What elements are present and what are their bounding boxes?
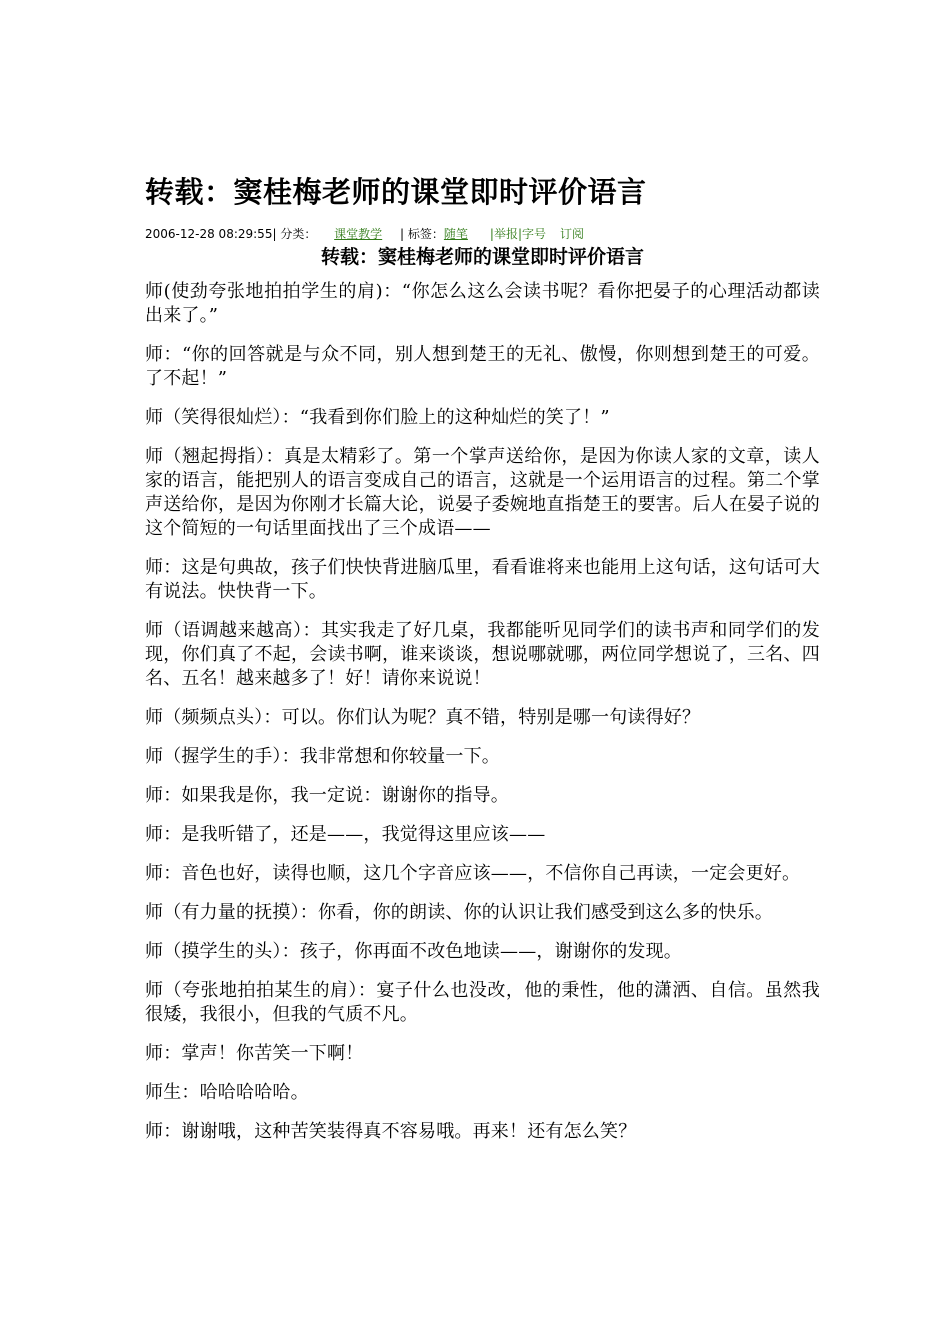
article-subtitle: 转载：窦桂梅老师的课堂即时评价语言	[320, 246, 644, 268]
paragraph: 师：是我听错了，还是——，我觉得这里应该——	[145, 824, 546, 845]
paragraph: 师（翘起拇指）：真是太精彩了。第一个掌声送给你，是因为你读人家的文章，读人家的语言，能把别人的语言变成自己的语言，这就是一个运用语言的过程。第二个掌声送给你，是因为你刚才长篇大论，说晏子委婉地直指楚王的要害。后人在晏子说的这个简短的一句话里面找出了三个成语——	[145, 446, 820, 539]
category-link[interactable]: 课堂教学	[334, 227, 383, 241]
subscribe-link[interactable]: 订阅	[560, 227, 585, 241]
paragraph: 师：这是句典故，孩子们快快背进脑瓜里，看看谁将来也能用上这句话，这句话可大有说法。快快背一下。	[145, 557, 820, 602]
paragraph: 师：谢谢哦，这种苦笑装得真不容易哦。再来！还有怎么笑？	[145, 1121, 637, 1142]
paragraph: 师（有力量的抚摸）：你看，你的朗读、你的认识让我们感受到这么多的快乐。	[145, 902, 773, 923]
tags-label: 标签：	[407, 227, 444, 241]
paragraph: 师：掌声！你苦笑一下啊！	[145, 1043, 364, 1064]
paragraph: 师（语调越来越高）：其实我走了好几桌，我都能听见同学们的读书声和同学们的发现，你们真了不起，会读书啊，谁来谈谈，想说哪就哪，两位同学想说了，三名、四名、五名！越来越多了！好！请你来说说！	[145, 620, 820, 689]
font-size-link[interactable]: |字号	[517, 227, 547, 241]
article-meta	[145, 226, 820, 242]
article	[145, 170, 820, 1159]
paragraph: 师（笑得很灿烂）：“我看到你们脸上的这种灿烂的笑了！”	[145, 407, 610, 428]
paragraph: 师（夸张地拍拍某生的肩）：宴子什么也没改，他的秉性，他的潇洒、自信。虽然我很矮，我很小，但我的气质不凡。	[145, 980, 820, 1025]
paragraph: 师：如果我是你，我一定说：谢谢你的指导。	[145, 785, 509, 806]
post-datetime: 2006-12-28 08:29:55|	[145, 227, 277, 241]
page-title: 转载：窦桂梅老师的课堂即时评价语言	[145, 175, 647, 209]
meta-separator: |	[400, 227, 405, 241]
paragraph: 师（握学生的手）：我非常想和你较量一下。	[145, 746, 500, 767]
category-label: 分类：	[280, 227, 317, 241]
paragraph: 师（频频点头）：可以。你们认为呢？真不错，特别是哪一句读得好？	[145, 707, 701, 728]
paragraph: 师（摸学生的头）：孩子，你再面不改色地读——，谢谢你的发现。	[145, 941, 682, 962]
paragraph: 师(使劲夸张地拍拍学生的肩)：“你怎么这么会读书呢？看你把晏子的心理活动都读出来了。”	[145, 281, 820, 326]
article-body	[145, 280, 820, 1144]
paragraph: 师：音色也好，读得也顺，这几个字音应该——，不信你自己再读，一定会更好。	[145, 863, 801, 884]
paragraph: 师生：哈哈哈哈哈。	[145, 1082, 309, 1103]
tag-link[interactable]: 随笔	[443, 227, 468, 241]
report-link[interactable]: |举报	[489, 227, 518, 241]
paragraph: 师：“你的回答就是与众不同，别人想到楚王的无礼、傲慢，你则想到楚王的可爱。了不起！”	[145, 344, 820, 389]
